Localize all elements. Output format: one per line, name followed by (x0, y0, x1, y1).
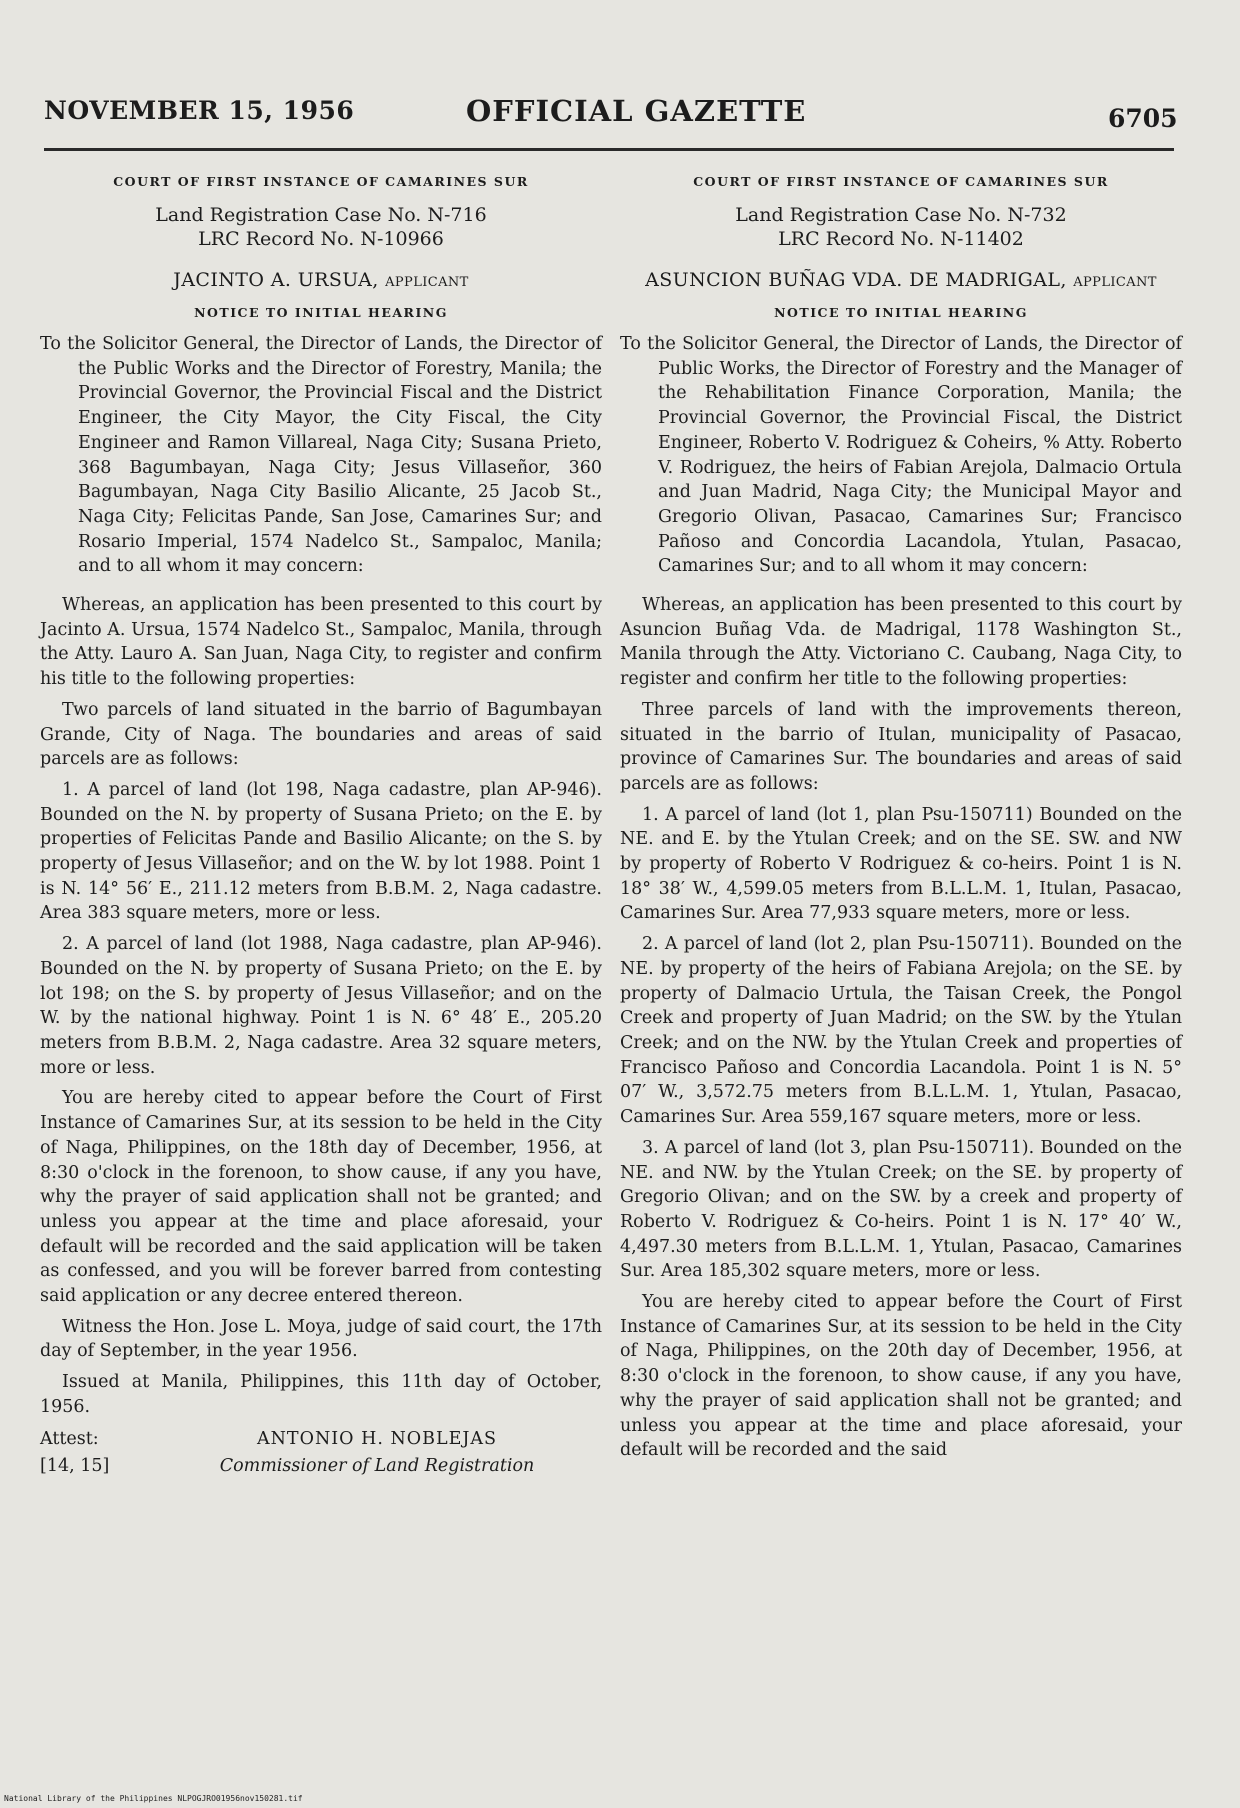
signature-block (40, 1426, 602, 1480)
record-number: LRC Record No. N-10966 (198, 228, 444, 250)
right-notice (620, 168, 1182, 1469)
court-name: COURT OF FIRST INSTANCE OF CAMARINES SUR (113, 174, 529, 189)
witness-paragraph: Witness the Hon. Jose L. Moya, judge of said court, the 17th day of September, in the year 1956. (40, 1316, 602, 1362)
header-rule (44, 148, 1174, 151)
notice-title: NOTICE TO INITIAL HEARING (194, 305, 448, 320)
record-number: LRC Record No. N-11402 (778, 228, 1024, 250)
case-number: Land Registration Case No. N-732 (735, 204, 1067, 226)
citation-paragraph: You are hereby cited to appear before the Court of First Instance of Camarines Sur, at its session to be held in the City of Naga, Philippines, on the 20th day of December, 1956, at 8:30 o'clock in the forenoon, to show cause, if any you have, why the prayer of said application shall not be granted; and unless you appear at the time and place aforesaid, your default will be recorded and the said (620, 1292, 1182, 1461)
case-number: Land Registration Case No. N-716 (155, 204, 487, 226)
parcel-paragraph: 2. A parcel of land (lot 1988, Naga cadastre, plan AP-946). Bounded on the N. by property of Susana Prieto; on the E. by lot 198; on the S. by property of Jesus Villaseñor; and on the W. by the national highway. Point 1 is N. 6° 48′ E., 205.20 meters from B.B.M. 2, Naga cadastre. Area 32 square meters, more or less. (40, 934, 602, 1078)
parcel-paragraph: 3. A parcel of land (lot 3, plan Psu-150711). Bounded on the NE. and NW. by the Ytulan Creek; on the SE. by property of Gregorio Olivan; and on the SW. by a creek and property of Roberto V. Rodriguez & Co-heirs. Point 1 is N. 17° 40′ W., 4,497.30 meters from B.L.L.M. 1, Ytulan, Pasacao, Camarines Sur. Area 185,302 square meters, more or less. (620, 1137, 1182, 1282)
address-paragraph: To the Solicitor General, the Director of Lands, the Director of the Public Works and the Director of Forestry, Manila; the Provincial Governor, the Provincial Fiscal and the District Engineer, the City Mayor, the City Fiscal, the City Engineer and Ramon Villareal, Naga City; Susana Prieto, 368 Bagumbayan, Naga City; Jesus Villaseñor, 360 Bagumbayan, Naga City Basilio Alicante, 25 Jacob St., Naga City; Felicitas Pande, San Jose, Camarines Sur; and Rosario Imperial, 1574 Nadelco St., Sampaloc, Manila; and to all whom it may concern: (40, 334, 602, 577)
publication-title: OFFICIAL GAZETTE (466, 94, 807, 128)
body-paragraph: Whereas, an application has been presented to this court by Asuncion Buñag Vda. de Madrigal, 1178 Washington St., Manila through the Atty. Victoriano C. Caubang, Naga City, to register and confirm her title to the following properties: (620, 595, 1182, 690)
body-paragraph: Two parcels of land situated in the barrio of Bagumbayan Grande, City of Naga. The boundaries and areas of said parcels are as follows: (40, 699, 602, 770)
address-paragraph: To the Solicitor General, the Director of Lands, the Director of Public Works, the Director of Forestry and the Manager of the Rehabilitation Finance Corporation, Manila; the Provincial Governor, the Provincial Fiscal, the District Engineer, Roberto V. Rodriguez & Coheirs, % Atty. Roberto V. Rodriguez, the heirs of Fabian Arejola, Dalmacio Ortula and Juan Madrid, Naga City; the Municipal Mayor and Gregorio Olivan, Pasacao, Camarines Sur; Francisco Pañoso and Concordia Lacandola, Ytulan, Pasacao, Camarines Sur; and to all whom it may concern: (620, 334, 1182, 577)
parcel-paragraph: 1. A parcel of land (lot 1, plan Psu-150711) Bounded on the NE. and E. by the Ytulan Creek; and on the SE. SW. and NW by property of Roberto V Rodriguez & co-heirs. Point 1 is N. 18° 38′ W., 4,599.05 meters from B.L.L.M. 1, Itulan, Pasacao, Camarines Sur. Area 77,933 square meters, more or less. (620, 804, 1182, 924)
body-paragraph: Three parcels of land with the improvements thereon, situated in the barrio of Itulan, municipality of Pasacao, province of Camarines Sur. The boundaries and areas of said parcels are as follows: (620, 699, 1182, 794)
applicant-name: JACINTO A. URSUA, applicant (173, 269, 469, 291)
attest-label: Attest: (40, 1428, 99, 1449)
scan-footer: National Library of the Philippines NLPOGJRO01956nov150281.tif (4, 1794, 303, 1803)
issued-paragraph: Issued at Manila, Philippines, this 11th day of October, 1956. (40, 1372, 602, 1417)
parcel-paragraph: 2. A parcel of land (lot 2, plan Psu-150711). Bounded on the NE. by property of the heirs of Fabiana Arejola; on the SE. by property of Dalmacio Urtula, the Taisan Creek, the Pongol Creek and property of Juan Madrid; on the SW. by the Ytulan Creek; and on the NW. by the Ytulan Creek and properties of Francisco Pañoso and Concordia Lacandola. Point 1 is N. 5° 07′ W., 3,572.75 meters from B.L.L.M. 1, Ytulan, Pasacao, Camarines Sur. Area 559,167 square meters, more or less. (620, 934, 1182, 1128)
issue-reference: [14, 15] (40, 1455, 110, 1476)
parcel-paragraph: 1. A parcel of land (lot 198, Naga cadastre, plan AP-946). Bounded on the N. by property of Susana Prieto; on the E. by properties of Felicitas Pande and Basilio Alicante; on the S. by property of Jesus Villaseñor; and on the W. by lot 1988. Point 1 is N. 14° 56′ E., 211.12 meters from B.B.M. 2, Naga cadastre. Area 383 square meters, more or less. (40, 779, 602, 924)
page-number: 6705 (1108, 104, 1178, 133)
body-paragraph: Whereas, an application has been presented to this court by Jacinto A. Ursua, 1574 Nadelco St., Sampaloc, Manila, through the Atty. Lauro A. San Juan, Naga City, to register and confirm his title to the following properties: (40, 595, 602, 690)
applicant-name: ASUNCION BUÑAG VDA. DE MADRIGAL, applicant (645, 269, 1157, 291)
left-notice (40, 168, 602, 1480)
citation-paragraph: You are hereby cited to appear before the Court of First Instance of Camarines Sur, at its session to be held in the City of Naga, Philippines, on the 18th day of December, 1956, at 8:30 o'clock in the forenoon, to show cause, if any you have, why the prayer of said application shall not be granted; and unless you appear at the time and place aforesaid, your default will be recorded and the said application will be taken as confessed, and you will be forever barred from contesting said application or any decree entered thereon. (40, 1088, 602, 1307)
signatory-name: ANTONIO H. NOBLEJAS (256, 1428, 498, 1449)
notice-title: NOTICE TO INITIAL HEARING (774, 305, 1028, 320)
court-name: COURT OF FIRST INSTANCE OF CAMARINES SUR (693, 174, 1109, 189)
signatory-title: Commissioner of Land Registration (219, 1455, 535, 1476)
issue-date: NOVEMBER 15, 1956 (44, 96, 355, 125)
